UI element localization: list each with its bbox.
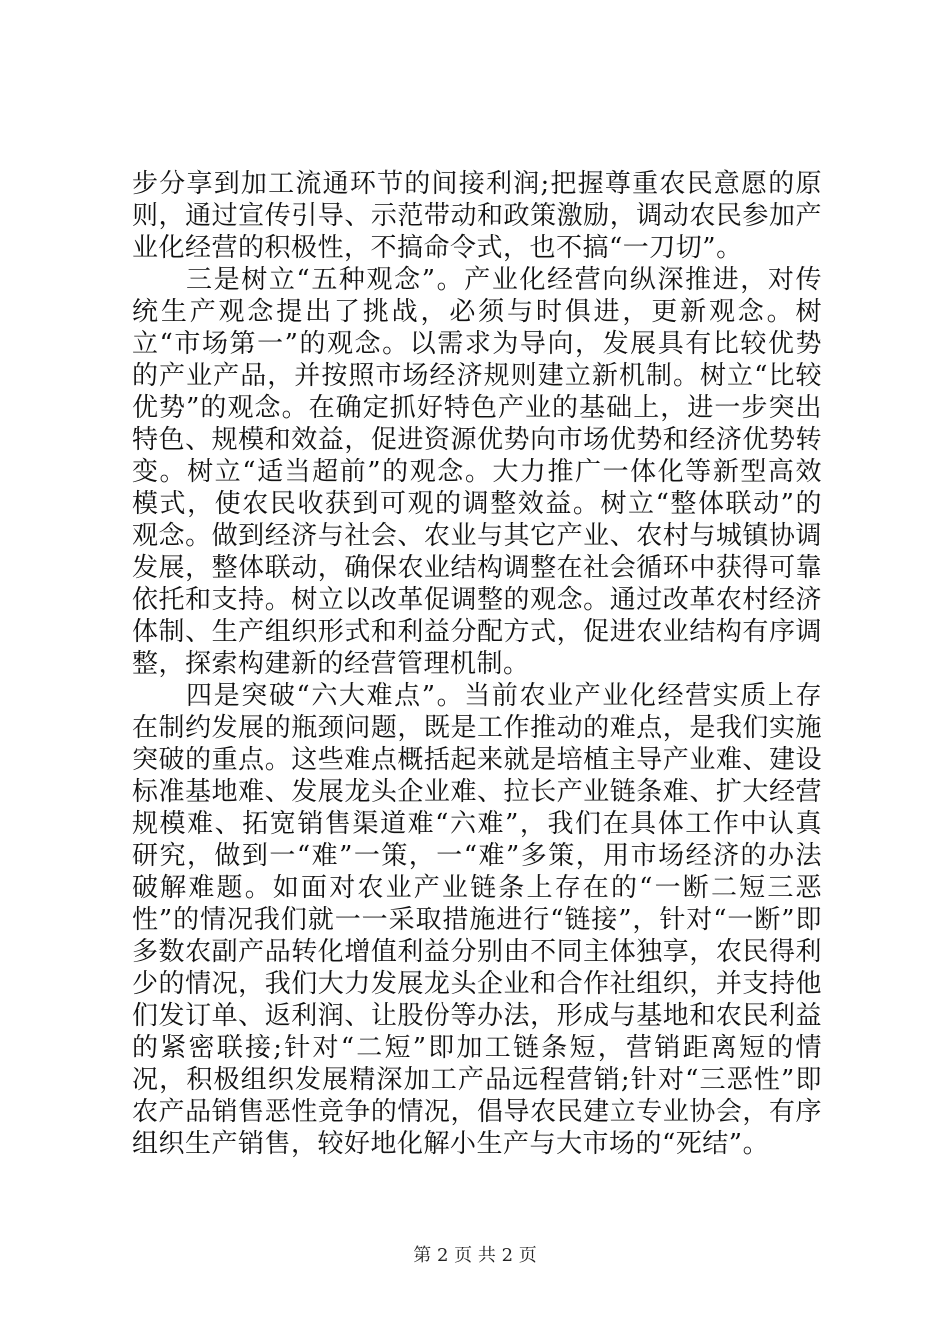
paragraph-six-difficulties: 四是突破“六大难点”。当前农业产业化经营实质上存在制约发展的瓶颈问题，既是工作推动的难点，是我们实施突破的重点。这些难点概括起来就是培植主导产业难、建设标准基地难、发展龙头企业难、拉长产业链条难、扩大经营规模难、拓宽销售渠道难“六难”，我们在具体工作中认真研究，做到一“难”一策，一“难”多策，用市场经济的办法破解难题。如面对农业产业链条上存在的“一断二短三恶性”的情况我们就一一采取措施进行“链接”，针对“一断”即多数农副产品转化增值利益分别由不同主体独享，农民得利少的情况，我们大力发展龙头企业和合作社组织，并支持他们发订单、返利润、让股份等办法，形成与基地和农民利益的紧密联接;针对“二短”即加工链条短，营销距离短的情况，积极组织发展精深加工产品远程营销;针对“三恶性”即农产品销售恶性竞争的情况，倡导农民建立专业协会，有序组织生产销售，较好地化解小生产与大市场的“死结”。 [132, 681, 822, 1159]
paragraph-five-concepts: 三是树立“五种观念”。产业化经营向纵深推进，对传统生产观念提出了挑战，必须与时俱进，更新观念。树立“市场第一”的观念。以需求为导向，发展具有比较优势的产业产品，并按照市场经济规则建立新机制。树立“比较优势”的观念。在确定抓好特色产业的基础上，进一步突出特色、规模和效益，促进资源优势向市场优势和经济优势转变。树立“适当超前”的观念。大力推广一体化等新型高效模式，使农民收获到可观的调整效益。树立“整体联动”的观念。做到经济与社会、农业与其它产业、农村与城镇协调发展，整体联动，确保农业结构调整在社会循环中获得可靠依托和支持。树立以改革促调整的观念。通过改革农村经济体制、生产组织形式和利益分配方式，促进农业结构有序调整，探索构建新的经营管理机制。 [132, 265, 822, 679]
paragraph-continuation: 步分享到加工流通环节的间接利润;把握尊重农民意愿的原则，通过宣传引导、示范带动和政策激励，调动农民参加产业化经营的积极性，不搞命令式，也不搞“一刀切”。 [132, 169, 822, 263]
document-body [132, 168, 822, 1160]
page-number-footer: 第 2 页 共 2 页 [413, 1245, 537, 1266]
